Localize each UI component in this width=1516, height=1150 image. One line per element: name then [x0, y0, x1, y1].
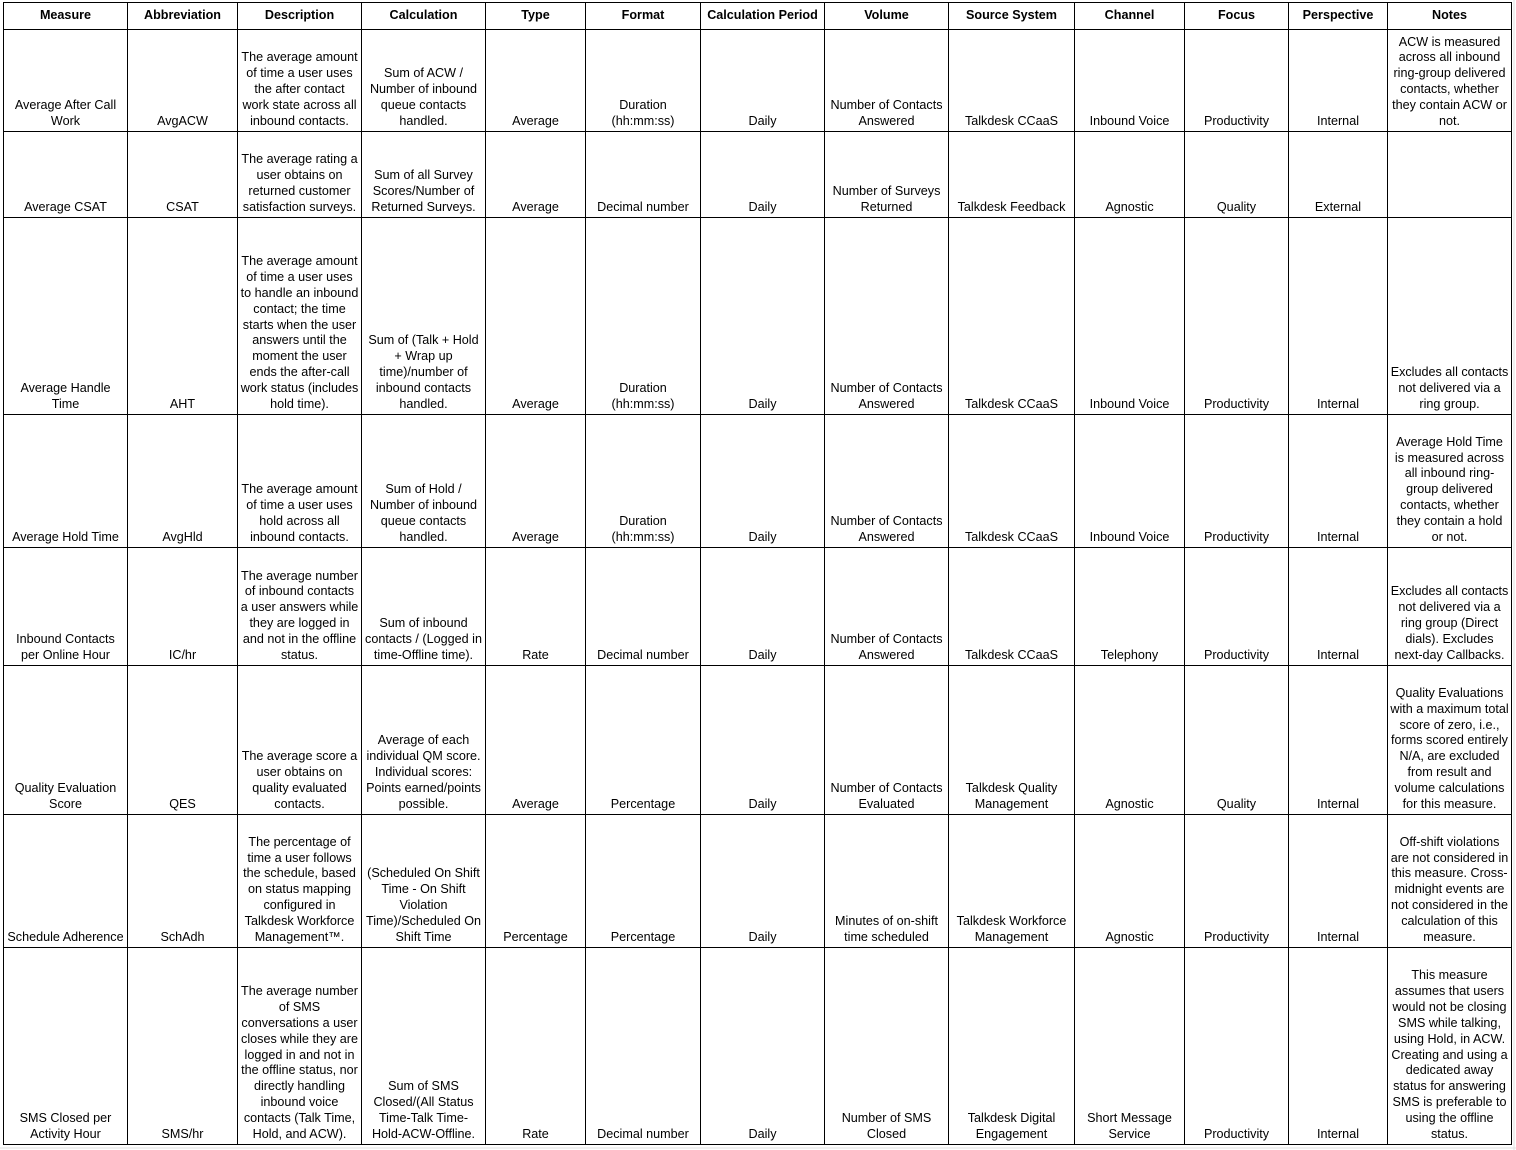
- cell-channel[interactable]: Agnostic: [1075, 132, 1185, 218]
- cell-focus[interactable]: Quality: [1185, 666, 1289, 815]
- cell-volume[interactable]: Number of Contacts Answered: [825, 218, 949, 415]
- cell-measure[interactable]: Average After Call Work: [4, 30, 128, 132]
- cell-source[interactable]: Talkdesk CCaaS: [949, 30, 1075, 132]
- cell-measure[interactable]: Schedule Adherence: [4, 815, 128, 948]
- cell-format[interactable]: Duration (hh:mm:ss): [586, 218, 701, 415]
- column-header-measure: Measure: [4, 3, 128, 30]
- cell-abbreviation[interactable]: CSAT: [128, 132, 238, 218]
- cell-source[interactable]: Talkdesk Quality Management: [949, 666, 1075, 815]
- cell-measure[interactable]: Average Handle Time: [4, 218, 128, 415]
- cell-period[interactable]: Daily: [701, 548, 825, 666]
- table-row: [4, 415, 1512, 548]
- cell-perspective[interactable]: Internal: [1289, 666, 1388, 815]
- cell-notes[interactable]: Quality Evaluations with a maximum total score of zero, i.e., forms scored entirely N/A, are excluded from result and volume calculations for this measure.: [1388, 666, 1512, 815]
- cell-calculation[interactable]: (Scheduled On Shift Time - On Shift Violation Time)/Scheduled On Shift Time: [362, 815, 486, 948]
- cell-format[interactable]: Duration (hh:mm:ss): [586, 415, 701, 548]
- cell-focus[interactable]: Productivity: [1185, 815, 1289, 948]
- column-header-abbreviation: Abbreviation: [128, 3, 238, 30]
- cell-format[interactable]: Percentage: [586, 815, 701, 948]
- cell-perspective[interactable]: Internal: [1289, 30, 1388, 132]
- cell-measure[interactable]: Inbound Contacts per Online Hour: [4, 548, 128, 666]
- cell-calculation[interactable]: Sum of inbound contacts / (Logged in time-Offline time).: [362, 548, 486, 666]
- cell-focus[interactable]: Productivity: [1185, 948, 1289, 1145]
- cell-channel[interactable]: Agnostic: [1075, 815, 1185, 948]
- cell-format[interactable]: Decimal number: [586, 548, 701, 666]
- cell-type[interactable]: Rate: [486, 548, 586, 666]
- column-header-notes: Notes: [1388, 3, 1512, 30]
- column-header-focus: Focus: [1185, 3, 1289, 30]
- cell-measure[interactable]: SMS Closed per Activity Hour: [4, 948, 128, 1145]
- cell-format[interactable]: Decimal number: [586, 132, 701, 218]
- cell-volume[interactable]: Number of Contacts Answered: [825, 30, 949, 132]
- cell-period[interactable]: Daily: [701, 30, 825, 132]
- cell-period[interactable]: Daily: [701, 218, 825, 415]
- cell-volume[interactable]: Number of Surveys Returned: [825, 132, 949, 218]
- cell-perspective[interactable]: External: [1289, 132, 1388, 218]
- cell-channel[interactable]: Inbound Voice: [1075, 415, 1185, 548]
- cell-focus[interactable]: Quality: [1185, 132, 1289, 218]
- cell-measure[interactable]: Quality Evaluation Score: [4, 666, 128, 815]
- cell-notes[interactable]: Off-shift violations are not considered in this measure. Cross-midnight events are not considered in the calculation of this measure.: [1388, 815, 1512, 948]
- cell-description[interactable]: The percentage of time a user follows the schedule, based on status mapping configured in Talkdesk Workforce Management™.: [238, 815, 362, 948]
- column-header-source: Source System: [949, 3, 1075, 30]
- cell-description[interactable]: The average amount of time a user uses to handle an inbound contact; the time starts when the user answers until the moment the user ends the after-call work status (includes hold time).: [238, 218, 362, 415]
- cell-format[interactable]: Percentage: [586, 666, 701, 815]
- column-header-format: Format: [586, 3, 701, 30]
- cell-description[interactable]: The average rating a user obtains on returned customer satisfaction surveys.: [238, 132, 362, 218]
- column-header-description: Description: [238, 3, 362, 30]
- cell-calculation[interactable]: Sum of SMS Closed/(All Status Time-Talk Time-Hold-ACW-Offline.: [362, 948, 486, 1145]
- cell-abbreviation[interactable]: IC/hr: [128, 548, 238, 666]
- cell-period[interactable]: Daily: [701, 948, 825, 1145]
- cell-source[interactable]: Talkdesk CCaaS: [949, 548, 1075, 666]
- column-header-period: Calculation Period: [701, 3, 825, 30]
- cell-period[interactable]: Daily: [701, 415, 825, 548]
- cell-channel[interactable]: Agnostic: [1075, 666, 1185, 815]
- cell-abbreviation[interactable]: SchAdh: [128, 815, 238, 948]
- column-header-type: Type: [486, 3, 586, 30]
- cell-perspective[interactable]: Internal: [1289, 815, 1388, 948]
- cell-volume[interactable]: Number of Contacts Answered: [825, 415, 949, 548]
- cell-source[interactable]: Talkdesk CCaaS: [949, 218, 1075, 415]
- cell-description[interactable]: The average amount of time a user uses hold across all inbound contacts.: [238, 415, 362, 548]
- cell-notes[interactable]: Average Hold Time is measured across all inbound ring-group delivered contacts, whether they contain a hold or not.: [1388, 415, 1512, 548]
- cell-abbreviation[interactable]: AvgACW: [128, 30, 238, 132]
- cell-volume[interactable]: Number of Contacts Evaluated: [825, 666, 949, 815]
- column-header-calculation: Calculation: [362, 3, 486, 30]
- cell-volume[interactable]: Minutes of on-shift time scheduled: [825, 815, 949, 948]
- cell-volume[interactable]: Number of Contacts Answered: [825, 548, 949, 666]
- cell-period[interactable]: Daily: [701, 132, 825, 218]
- cell-measure[interactable]: Average Hold Time: [4, 415, 128, 548]
- cell-format[interactable]: Decimal number: [586, 948, 701, 1145]
- table-row: [4, 948, 1512, 1145]
- table-row: [4, 30, 1512, 132]
- table-row: [4, 548, 1512, 666]
- cell-type[interactable]: Average: [486, 30, 586, 132]
- cell-channel[interactable]: Inbound Voice: [1075, 218, 1185, 415]
- cell-type[interactable]: Average: [486, 666, 586, 815]
- cell-notes[interactable]: Excludes all contacts not delivered via a ring group.: [1388, 218, 1512, 415]
- cell-description[interactable]: The average score a user obtains on quality evaluated contacts.: [238, 666, 362, 815]
- cell-notes[interactable]: ACW is measured across all inbound ring-group delivered contacts, whether they contain ACW or not.: [1388, 30, 1512, 132]
- cell-focus[interactable]: Productivity: [1185, 548, 1289, 666]
- cell-format[interactable]: Duration (hh:mm:ss): [586, 30, 701, 132]
- cell-calculation[interactable]: Sum of (Talk + Hold + Wrap up time)/number of inbound contacts handled.: [362, 218, 486, 415]
- cell-source[interactable]: Talkdesk Digital Engagement: [949, 948, 1075, 1145]
- cell-type[interactable]: Percentage: [486, 815, 586, 948]
- cell-focus[interactable]: Productivity: [1185, 30, 1289, 132]
- cell-focus[interactable]: Productivity: [1185, 218, 1289, 415]
- column-header-channel: Channel: [1075, 3, 1185, 30]
- cell-perspective[interactable]: Internal: [1289, 948, 1388, 1145]
- cell-type[interactable]: Average: [486, 415, 586, 548]
- cell-perspective[interactable]: Internal: [1289, 415, 1388, 548]
- cell-type[interactable]: Average: [486, 132, 586, 218]
- table-body: [4, 30, 1512, 1145]
- cell-abbreviation[interactable]: AHT: [128, 218, 238, 415]
- table-row: [4, 815, 1512, 948]
- column-header-volume: Volume: [825, 3, 949, 30]
- kpi-measures-table: [3, 2, 1512, 1145]
- table-row: [4, 666, 1512, 815]
- cell-focus[interactable]: Productivity: [1185, 415, 1289, 548]
- table-row: [4, 218, 1512, 415]
- cell-type[interactable]: Rate: [486, 948, 586, 1145]
- cell-calculation[interactable]: Sum of ACW / Number of inbound queue contacts handled.: [362, 30, 486, 132]
- cell-abbreviation[interactable]: AvgHld: [128, 415, 238, 548]
- table-row: [4, 132, 1512, 218]
- cell-description[interactable]: The average number of inbound contacts a user answers while they are logged in and not in the offline status.: [238, 548, 362, 666]
- cell-measure[interactable]: Average CSAT: [4, 132, 128, 218]
- cell-channel[interactable]: Inbound Voice: [1075, 30, 1185, 132]
- cell-notes[interactable]: Excludes all contacts not delivered via a ring group (Direct dials). Excludes next-day Callbacks.: [1388, 548, 1512, 666]
- table-header-row: [4, 3, 1512, 30]
- cell-period[interactable]: Daily: [701, 666, 825, 815]
- cell-channel[interactable]: Short Message Service: [1075, 948, 1185, 1145]
- cell-volume[interactable]: Number of SMS Closed: [825, 948, 949, 1145]
- cell-notes[interactable]: This measure assumes that users would not be closing SMS while talking, using Hold, in ACW. Creating and using a dedicated away status for answering SMS is preferable to using the offline status.: [1388, 948, 1512, 1145]
- cell-calculation[interactable]: Sum of Hold / Number of inbound queue contacts handled.: [362, 415, 486, 548]
- cell-source[interactable]: Talkdesk Workforce Management: [949, 815, 1075, 948]
- cell-calculation[interactable]: Sum of all Survey Scores/Number of Returned Surveys.: [362, 132, 486, 218]
- cell-abbreviation[interactable]: QES: [128, 666, 238, 815]
- cell-calculation[interactable]: Average of each individual QM score. Individual scores: Points earned/points possible.: [362, 666, 486, 815]
- cell-channel[interactable]: Telephony: [1075, 548, 1185, 666]
- cell-perspective[interactable]: Internal: [1289, 548, 1388, 666]
- cell-description[interactable]: The average number of SMS conversations a user closes while they are logged in and not in the offline status, nor directly handling inbound voice contacts (Talk Time, Hold, and ACW).: [238, 948, 362, 1145]
- cell-abbreviation[interactable]: SMS/hr: [128, 948, 238, 1145]
- cell-period[interactable]: Daily: [701, 815, 825, 948]
- column-header-perspective: Perspective: [1289, 3, 1388, 30]
- cell-type[interactable]: Average: [486, 218, 586, 415]
- cell-source[interactable]: Talkdesk Feedback: [949, 132, 1075, 218]
- cell-notes[interactable]: [1388, 132, 1512, 218]
- cell-perspective[interactable]: Internal: [1289, 218, 1388, 415]
- cell-description[interactable]: The average amount of time a user uses the after contact work state across all inbound contacts.: [238, 30, 362, 132]
- cell-source[interactable]: Talkdesk CCaaS: [949, 415, 1075, 548]
